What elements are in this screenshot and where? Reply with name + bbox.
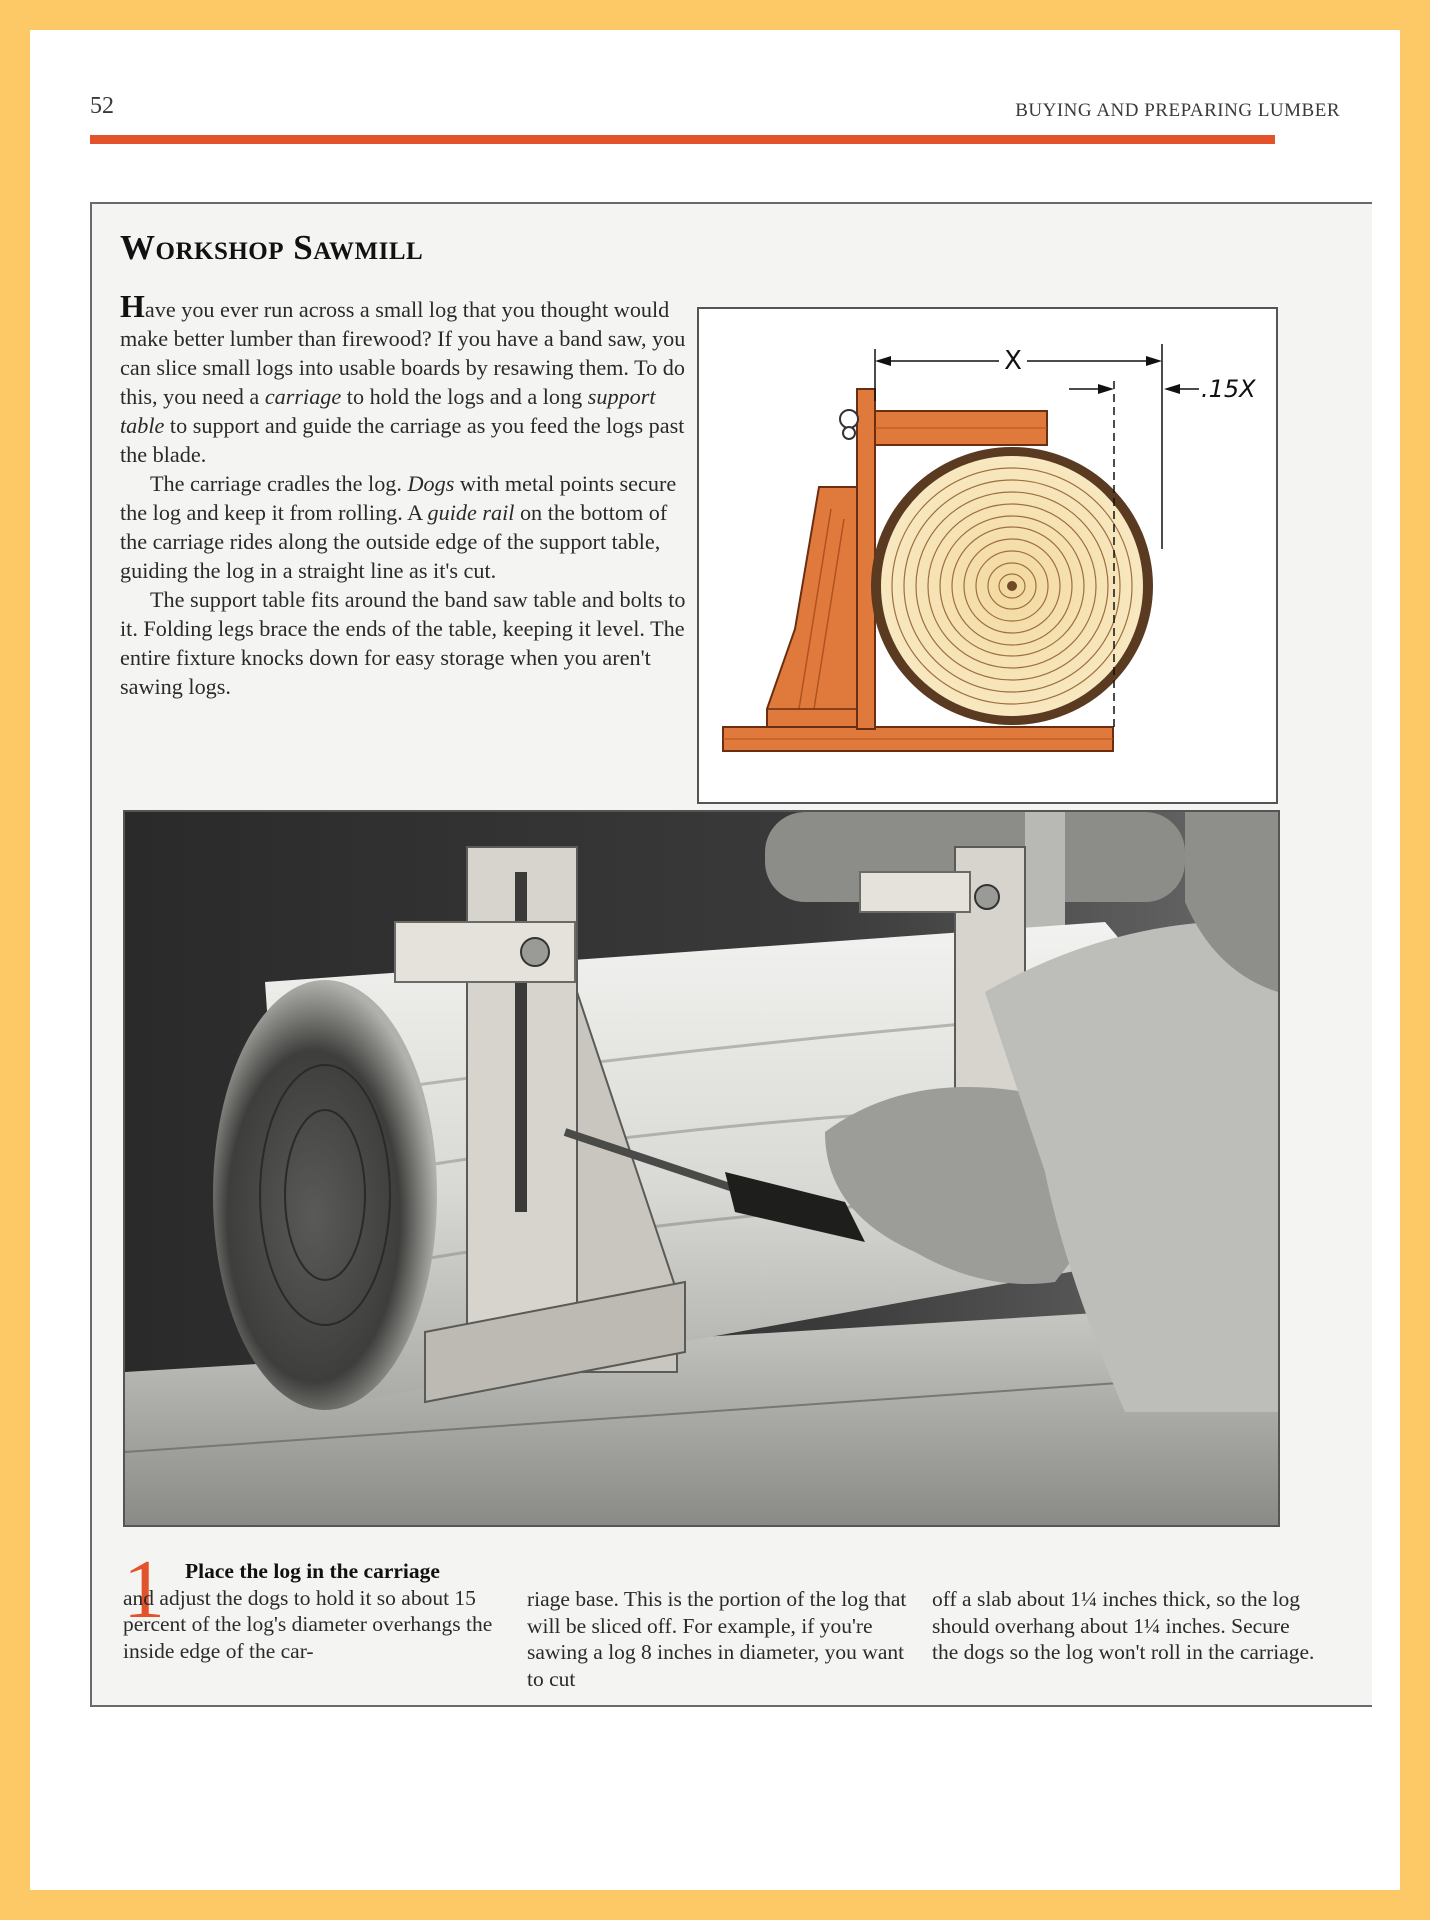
dimension-x-label: X (1004, 346, 1022, 376)
header-rule (90, 135, 1275, 144)
term-guide-rail: guide rail (427, 500, 515, 525)
intro-paragraph-1 (120, 288, 695, 469)
step-col1-text: and adjust the dogs to hold it so about 15 percent of the log's diameter overhangs the inside edge of the car- (123, 1585, 493, 1663)
running-head: BUYING AND PREPARING LUMBER (1015, 100, 1340, 121)
intro-paragraph-3: The support table fits around the band saw table and bolts to it. Folding legs brace the ends of the table, keeping it level. The entire fixture knocks down for easy storage when you aren't sawing logs. (120, 587, 686, 699)
dimension-overhang-label: .15X (1201, 375, 1256, 403)
drop-cap: H (120, 288, 145, 324)
section-title: Workshop Sawmill (120, 228, 424, 267)
intro-p1-c: to support and guide the carriage as you feed the logs past the blade. (120, 413, 685, 467)
log-end (213, 980, 437, 1410)
sawmill-photo (123, 810, 1280, 1527)
term-support-table: support table (120, 384, 656, 438)
photo-illustration (125, 812, 1278, 1525)
step-column-2: riage base. This is the portion of the log that will be sliced off. For example, if you're sawing a log 8 inches in diameter, you want to cut (527, 1587, 907, 1691)
intro-paragraph-2 (120, 469, 695, 585)
intro-p2-c: on the bottom of the carriage rides along the outside edge of the support table, guiding the log in a straight line as it's cut. (120, 500, 668, 583)
step-column-1 (123, 1558, 508, 1664)
term-carriage: carriage (264, 384, 342, 409)
wing-nut (840, 410, 858, 428)
step-column-3: off a slab about 1¼ inches thick, so the log should overhang about 1¼ inches. Secure the dogs so the log won't roll in the carriage. (932, 1587, 1315, 1664)
carriage-brace (767, 487, 859, 727)
intro-p1-b: to hold the logs and a long (341, 384, 588, 409)
intro-text (120, 288, 695, 701)
intro-p2-b: with metal points secure the log and keep it from rolling. A (120, 471, 677, 525)
carriage-diagram (697, 307, 1278, 804)
carriage-upright (857, 389, 875, 729)
page-number: 52 (90, 93, 114, 119)
step-lead: Place the log in the carriage (185, 1559, 440, 1583)
term-dogs: Dogs (407, 471, 455, 496)
step-lead-line (123, 1558, 508, 1585)
step-number: 1 (123, 1543, 165, 1636)
carriage-illustration (699, 309, 1276, 802)
step-1 (123, 1543, 1315, 1698)
intro-p1-a: ave you ever run across a small log that you thought would make better lumber than firewood? If you have a band saw, you can slice small logs into usable boards by resawing them. To do this, you need a (120, 297, 686, 409)
intro-p2-a: The carriage cradles the log. (150, 471, 408, 496)
